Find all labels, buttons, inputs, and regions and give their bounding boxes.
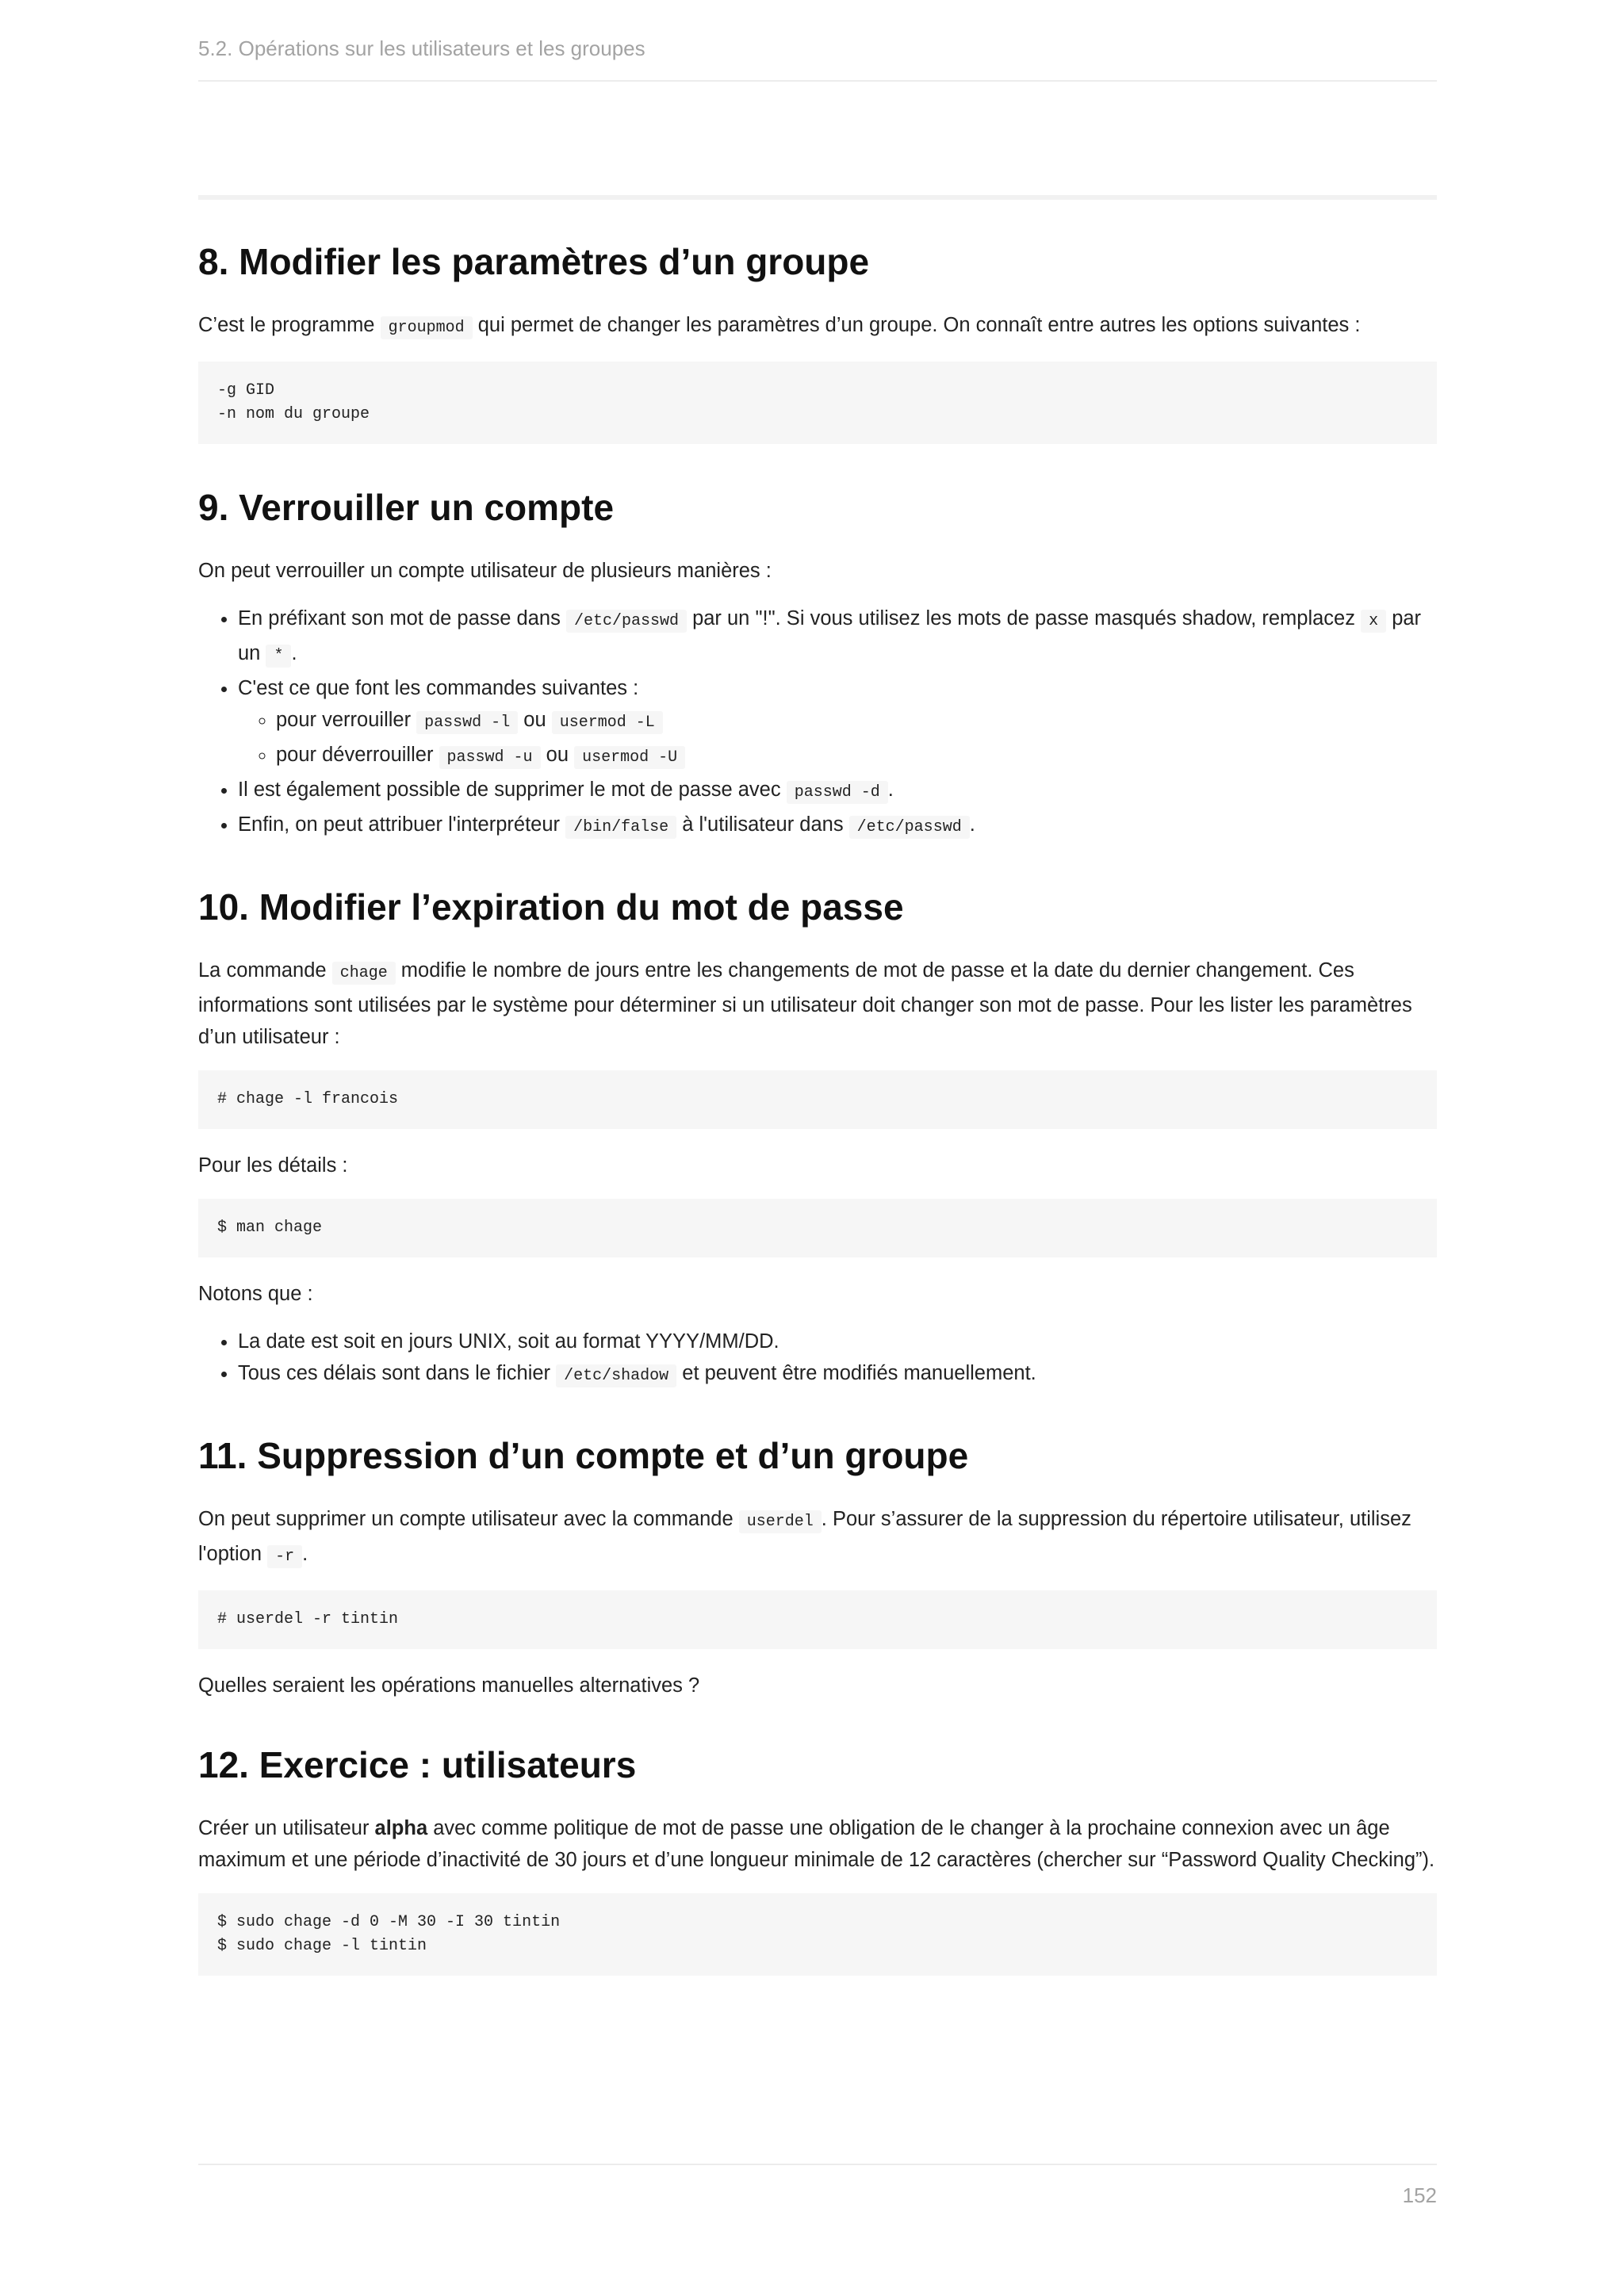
code-block: # userdel -r tintin bbox=[198, 1590, 1437, 1649]
sub-list-item: ◦ pour déverrouiller passwd -u ou usermod -U bbox=[276, 739, 1437, 774]
inline-code: /etc/passwd bbox=[566, 610, 687, 633]
section-10-heading: 10. Modifier l’expiration du mot de passe bbox=[198, 886, 904, 928]
header-divider bbox=[198, 80, 1437, 82]
section-12-heading: 12. Exercice : utilisateurs bbox=[198, 1744, 637, 1785]
code-block: $ man chage bbox=[198, 1199, 1437, 1257]
section-11-paragraph: On peut supprimer un compte utilisateur avec la commande userdel . Pour s’assurer de la suppression du répertoire utilisateur, utilisez l'option -r . bbox=[198, 1503, 1437, 1573]
code-block: # chage -l francois bbox=[198, 1070, 1437, 1129]
sub-list bbox=[238, 704, 1437, 774]
section-divider bbox=[198, 195, 1437, 200]
inline-code: passwd -d bbox=[787, 781, 888, 804]
section-8-heading: 8. Modifier les paramètres d’un groupe bbox=[198, 241, 870, 282]
section-9-heading: 9. Verrouiller un compte bbox=[198, 487, 615, 528]
sub-list-item: ◦ pour verrouiller passwd -l ou usermod -L bbox=[276, 704, 1437, 739]
inline-code: usermod -L bbox=[552, 711, 663, 734]
code-block: $ sudo chage -d 0 -M 30 -I 30 tintin $ sudo chage -l tintin bbox=[198, 1893, 1437, 1976]
page-number: 152 bbox=[1402, 2183, 1437, 2207]
list-item: • En préfixant son mot de passe dans /etc/passwd par un "!". Si vous utilisez les mots de passe masqués shadow, remplacez x par un * . bbox=[238, 603, 1437, 672]
code-block: -g GID -n nom du groupe bbox=[198, 362, 1437, 444]
main-content bbox=[198, 233, 1437, 1976]
list-item: • Tous ces délais sont dans le fichier /etc/shadow et peuvent être modifiés manuellement. bbox=[238, 1357, 1437, 1392]
section-10-notes-label: Notons que : bbox=[198, 1283, 313, 1305]
inline-code: passwd -u bbox=[439, 746, 541, 769]
section-11-question: Quelles seraient les opérations manuelles alternatives ? bbox=[198, 1674, 700, 1697]
inline-code: /bin/false bbox=[565, 816, 676, 839]
inline-code: usermod -U bbox=[574, 746, 685, 769]
inline-code: /etc/shadow bbox=[556, 1364, 676, 1387]
section-8-paragraph: C’est le programme groupmod qui permet de changer les paramètres d’un groupe. On connaît entre autres les options suivantes : bbox=[198, 309, 1437, 344]
list-item: • Enfin, on peut attribuer l'interpréteur /bin/false à l'utilisateur dans /etc/passwd . bbox=[238, 809, 1437, 844]
running-header: 5.2. Opérations sur les utilisateurs et les groupes bbox=[198, 36, 645, 60]
list-item: • C'est ce que font les commandes suivantes : ◦ pour verrouiller passwd -l ou usermod -L ◦ pour déverrouiller passwd -u ou usermod -U bbox=[238, 672, 1437, 774]
section-10-details-label: Pour les détails : bbox=[198, 1154, 348, 1177]
section-11-heading: 11. Suppression d’un compte et d’un groupe bbox=[198, 1435, 969, 1476]
inline-code: chage bbox=[332, 962, 396, 985]
inline-code: x bbox=[1361, 610, 1386, 633]
inline-code: -r bbox=[267, 1545, 302, 1568]
section-9-list bbox=[198, 603, 1437, 844]
inline-code: userdel bbox=[739, 1510, 822, 1533]
section-10-list bbox=[198, 1326, 1437, 1392]
section-9-intro: On peut verrouiller un compte utilisateur de plusieurs manières : bbox=[198, 560, 772, 582]
list-item: • La date est soit en jours UNIX, soit au format YYYY/MM/DD. bbox=[238, 1326, 1437, 1357]
section-12-paragraph: Créer un utilisateur alpha avec comme politique de mot de passe une obligation de le changer à la prochaine connexion avec un âge maximum et une période d’inactivité de 30 jours et d’une longueur minimale de 12 caractères (chercher sur “Password Quality Checking”). bbox=[198, 1817, 1435, 1871]
footer-divider bbox=[198, 2164, 1437, 2165]
list-item: • Il est également possible de supprimer le mot de passe avec passwd -d . bbox=[238, 774, 1437, 809]
inline-code: /etc/passwd bbox=[849, 816, 970, 839]
section-10-paragraph: La commande chage modifie le nombre de jours entre les changements de mot de passe et la date du dernier changement. Ces informations sont utilisées par le système pour déterminer si un utilisateur doit changer son mot de passe. Pour les lister les paramètres d’un utilisateur : bbox=[198, 959, 1412, 1048]
bold-username: alpha bbox=[374, 1817, 428, 1839]
inline-code: * bbox=[266, 645, 291, 668]
inline-code: groupmod bbox=[381, 316, 473, 339]
inline-code: passwd -l bbox=[416, 711, 518, 734]
